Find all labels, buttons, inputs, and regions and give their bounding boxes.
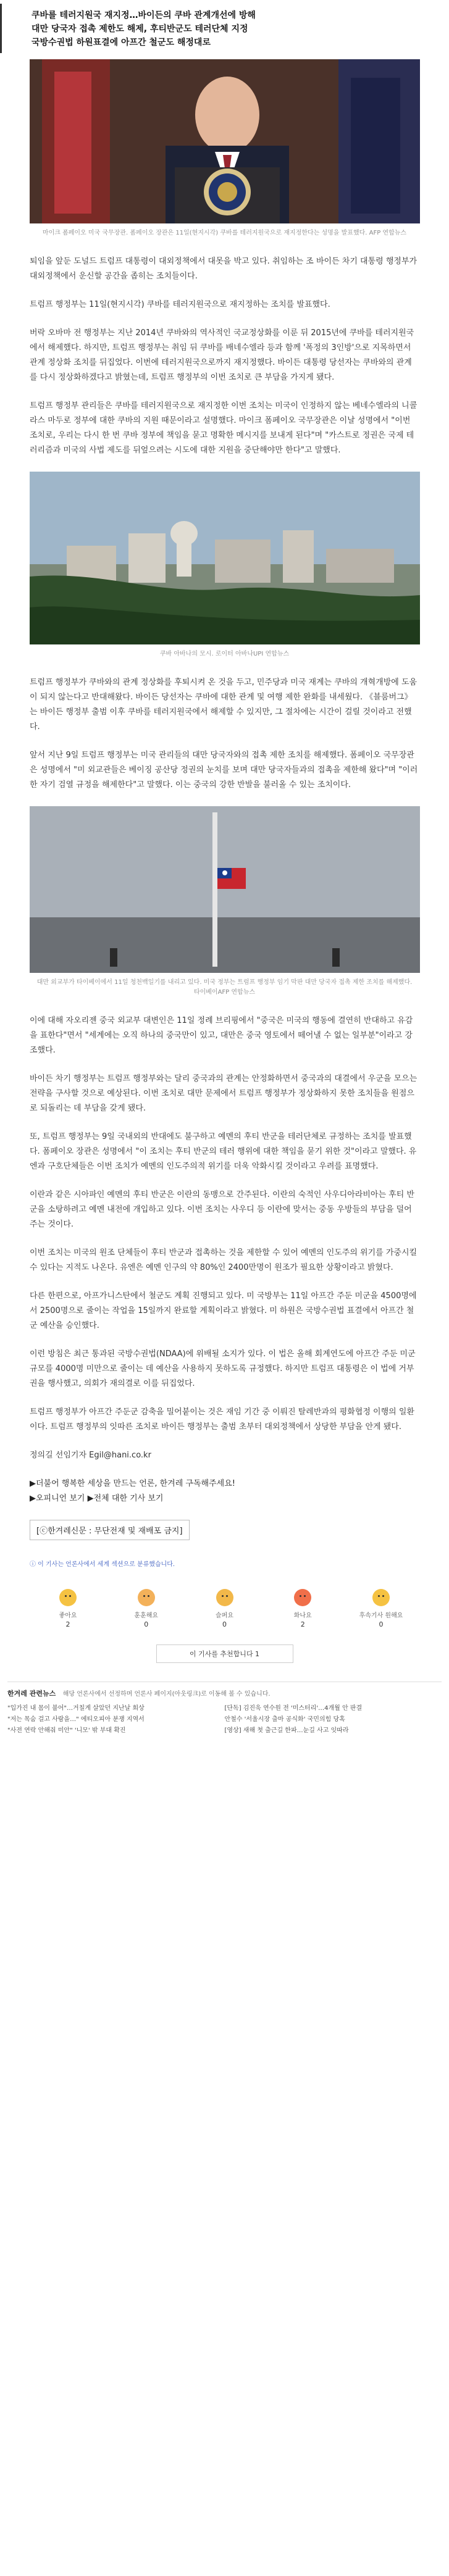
havana-illustration — [30, 472, 420, 644]
related-press-name: 한겨레 관련뉴스 — [7, 1690, 56, 1698]
more-articles-link[interactable]: ▶오피니언 보기 ▶전체 대한 기사 보기 — [30, 1494, 164, 1503]
reaction-label: 슬퍼요 — [216, 1612, 233, 1619]
reaction-want-followup[interactable] — [356, 1589, 406, 1628]
related-note: 해당 언론사에서 선정하며 언론사 페이지(아웃링크)로 이동해 볼 수 있습니다. — [62, 1691, 271, 1698]
related-link[interactable]: "입가진 내 몸이 불어"…거칠게 살았던 지난날 회상 — [7, 1705, 145, 1712]
reaction-like[interactable] — [43, 1589, 93, 1628]
paragraph: 또, 트럼프 행정부는 9일 국내외의 반대에도 불구하고 예멘의 후티 반군을 테러단체로 규정하는 조치를 발표했다. 폼페이오 장관은 성명에서 "이 조치는 후티 반군의 테러 행위에 대한 책임을 묻기 위한 것"이라고 말했다. 유엔과 구호단체들은 이번 조치가 예멘의 인도주의적 위기를 더욱 악화시킬 것이라고 우려를 표명했다. — [30, 1132, 417, 1171]
warm-face-icon — [138, 1589, 155, 1606]
article-body-2 — [30, 675, 419, 793]
reaction-count: 2 — [65, 1620, 70, 1628]
figure-caption: 쿠바 아바나의 모시. 로이터 아바나UPI 연합뉴스 — [159, 651, 290, 657]
reaction-bar — [43, 1589, 406, 1628]
section-source-note[interactable]: ⓘ 이 기사는 언론사에서 세계 섹션으로 분류했습니다. — [30, 1561, 175, 1568]
photo-taiwan-flag — [30, 806, 420, 973]
article-body-1 — [30, 254, 419, 458]
paragraph: 이런 방침은 최근 통과된 국방수권법(NDAA)에 위배될 소지가 있다. 이 법은 올해 회계연도에 아프간 주둔 미군 규모를 4000명 미만으로 줄이는 데 예산을 사용하지 못하도록 규정했다. 하지만 트럼프 대통령은 이 법에 거부권을 행사했고, 의회가 재의결로 이를 뒤집었다. — [30, 1349, 416, 1388]
curious-face-icon — [372, 1589, 390, 1606]
angry-face-icon — [294, 1589, 311, 1606]
related-link[interactable]: [영상] 새해 첫 출근길 한파…눈길 사고 잇따라 — [224, 1727, 349, 1734]
reaction-count: 0 — [144, 1620, 149, 1628]
byline: 정의길 선임기자 Egil@hani.co.kr — [30, 1451, 151, 1460]
figure-caption: 대만 외교부가 타이베이에서 11일 청천백일기를 내리고 있다. 미국 정부는 트럼프 행정부 임기 막판 대만 당국자 접촉 제한 조치를 해제했다. 타이베이AFP 연합뉴스 — [36, 979, 413, 996]
paragraph: 앞서 지난 9일 트럼프 행정부는 미국 관리들의 대만 당국자와의 접촉 제한 조치를 해제했다. 폼페이오 국무장관은 성명에서 "미 외교관들은 베이징 공산당 정권의 눈치를 보며 대만 당국자들과의 접촉을 제한해 왔다"며 "이러한 자기 검열 규정을 해제한다"고 말했다. 이는 중국의 강한 반발을 불러올 수 있는 조치이다. — [30, 751, 418, 790]
promo-links — [30, 1477, 419, 1506]
paragraph: 바이든 차기 행정부는 트럼프 행정부와는 달리 중국과의 관계는 안정화하면서 중국과의 대결에서 우군을 모으는 전략을 구사할 것으로 예상된다. 이번 조치로 대만 문제에서 트럼프 행정부가 정상화하지 못한 조치들을 원점으로 되돌리는 데 부담을 갖게 됐다. — [30, 1074, 418, 1113]
copyright-text: [ⓒ한겨레신문 : 무단전재 및 재배포 금지] — [30, 1520, 190, 1540]
reaction-label: 화나요 — [293, 1612, 312, 1619]
reaction-label: 후속기사 원해요 — [359, 1612, 403, 1619]
subscribe-link[interactable]: ▶더불어 행복한 세상을 만드는 언론, 한겨레 구독해주세요! — [30, 1479, 235, 1488]
related-column-left — [7, 1703, 225, 1736]
figure-havana — [30, 472, 419, 664]
paragraph: 이번 조치는 미국의 원조 단체들이 후티 반군과 접촉하는 것을 제한할 수 있어 예멘의 인도주의 위기를 가중시킬 수 있다는 지적도 나온다. 유엔은 예멘 인구의 약 80%인 2400만명이 원조가 필요한 상황이라고 밝혔다. — [30, 1248, 418, 1272]
recommend-button[interactable]: 이 기사를 추천합니다 1 — [156, 1644, 293, 1663]
related-news — [7, 1682, 442, 1736]
reaction-count: 0 — [379, 1620, 384, 1628]
related-link[interactable]: [단독] 김진욱 연수원 전 '미스터리'…4개월 안 판결 — [224, 1705, 363, 1712]
reaction-count: 2 — [300, 1620, 305, 1628]
reaction-warm[interactable] — [122, 1589, 171, 1628]
paragraph: 다른 한편으로, 아프가니스탄에서 철군도 계획 진행되고 있다. 미 국방부는 11일 아프간 주둔 미군을 4500명에서 2500명으로 줄이는 작업을 15일까지 완료할 계획이라고 밝혔다. 미 하원은 국방수권법 표결에서 아프간 철군 예산을 승인했다. — [30, 1291, 417, 1330]
sad-face-icon — [216, 1589, 233, 1606]
taiwan-flag-illustration — [30, 806, 420, 973]
pompeo-illustration — [30, 59, 420, 223]
copyright-notice — [30, 1520, 419, 1540]
reaction-sad[interactable] — [200, 1589, 250, 1628]
figure-caption: 마이크 폼페이오 미국 국무장관. 폼페이오 장관은 11일(현지시각) 쿠바를 테러지원국으로 재지정한다는 성명을 발표했다. AFP 연합뉴스 — [42, 230, 407, 236]
paragraph: 이에 대해 자오리젠 중국 외교부 대변인은 11일 정례 브리핑에서 "중국은 미국의 행동에 결연히 반대하고 유감을 표한다"면서 "세계에는 오직 하나의 중국만이 있고, 대만은 중국 영토에서 떼어낼 수 없는 일부분"이라고 강조했다. — [30, 1016, 413, 1055]
related-link[interactable]: "저는 목숨 걸고 사람을…" 에티오피아 분쟁 지역서 — [7, 1716, 145, 1723]
related-column-right — [225, 1703, 442, 1736]
reaction-count: 0 — [222, 1620, 227, 1628]
photo-pompeo — [30, 59, 420, 223]
figure-pompeo — [30, 59, 419, 243]
paragraph: 트럼프 행정부는 11일(현지시각) 쿠바를 테러지원국으로 재지정하는 조치를 발표했다. — [30, 300, 330, 309]
subheading: 쿠바를 테러지원국 재지정…바이든의 쿠바 관계개선에 방해 — [31, 10, 256, 20]
article-subheadings — [0, 4, 449, 53]
paragraph: 버락 오바마 전 행정부는 지난 2014년 쿠바와의 역사적인 국교정상화를 이룬 뒤 2015년에 쿠바를 테러지원국에서 해제했다. 하지만, 트럼프 행정부는 취임 뒤 쿠바를 배네수엘라 등과 함께 '폭정의 3인방'으로 지목하면서 관계 정상화 조치를 뒤집었다. 이번에 테러지원국으로까지 재지정했다. 바이든 대통령 당선자는 쿠바와의 관계를 다시 정상화하겠다고 밝혔는데, 트럼프 행정부의 이번 조치로 큰 부담을 가지게 됐다. — [30, 328, 414, 382]
figure-taiwan-flag — [30, 806, 419, 1002]
paragraph: 트럼프 행정부 관리들은 쿠바를 테러지원국으로 재지정한 이번 조치는 미국이 인정하지 않는 베네수엘라의 니콜라스 마두로 정부에 대한 쿠바의 지원 때문이라고 설명했다. 마이크 폼페이오 국무장관은 이날 성명에서 "이번 조치로, 우리는 다시 한 번 쿠바 정부에 책임을 묻고 명확한 메시지를 보내게 된다"며 "카스트로 정권은 국제 테러리즘과 미국의 사법 제도를 뒤엎으려는 시도에 대한 지원을 중단해야만 한다"고 말했다. — [30, 401, 418, 455]
paragraph: 이란과 같은 시아파인 예멘의 후티 반군은 이란의 동맹으로 간주된다. 이란의 숙적인 사우디아라비아는 후티 반군을 소탕하려고 예멘 내전에 개입하고 있다. 이번 조치는 사우디 등 이란에 맞서는 중동 우방들의 부담을 덜어주는 것이다. — [30, 1190, 414, 1229]
paragraph: 트럼프 행정부가 아프간 주둔군 감축을 밀어붙이는 것은 재임 기간 중 이뤄진 탈레반과의 평화협정 이행의 일환이다. 트럼프 행정부의 잇따른 조치로 바이든 행정부는 출범 초부터 대외정책에서 상당한 부담을 안게 됐다. — [30, 1407, 414, 1432]
paragraph: 퇴임을 앞둔 도널드 트럼프 대통령이 대외정책에서 대못을 박고 있다. 취임하는 조 바이든 차기 대통령 행정부가 대외정책에서 운신할 공간을 좁히는 조치들이다. — [30, 257, 418, 281]
paragraph: 트럼프 행정부가 쿠바와의 관계 정상화를 후퇴시켜 온 것을 두고, 민주당과 미국 재계는 쿠바의 개혁개방에 도움이 되지 않는다고 반대해왔다. 바이든 당선자는 쿠바에 대한 관계 및 여행 제한 완화를 내세웠다. 《블룸버그》는 바이든 행정부 출범 이후 쿠바를 테러지원국에서 해제할 수 있지만, 그 절차에는 시간이 걸릴 것이라고 전했다. — [30, 678, 418, 732]
related-grid — [7, 1703, 442, 1736]
smile-icon — [59, 1589, 77, 1606]
article-body-3 — [30, 1014, 419, 1463]
reaction-label: 훈훈해요 — [134, 1612, 159, 1619]
related-header — [7, 1688, 442, 1698]
photo-havana — [30, 472, 420, 644]
related-link[interactable]: 안철수 '서울시장 출마 공식화' 국민의힘 당혹 — [224, 1716, 345, 1723]
related-link[interactable]: "사전 연락 안해줘 미안" '니모' 밖 부대 확진 — [7, 1727, 126, 1734]
reaction-label: 좋아요 — [59, 1612, 77, 1619]
article-page — [0, 4, 449, 1736]
subheading: 대만 당국자 접촉 제한도 해제, 후티반군도 테러단체 지정 — [31, 24, 248, 34]
subheading: 국방수권법 하원표결에 아프간 철군도 해정대로 — [31, 38, 211, 48]
reaction-angry[interactable] — [278, 1589, 327, 1628]
